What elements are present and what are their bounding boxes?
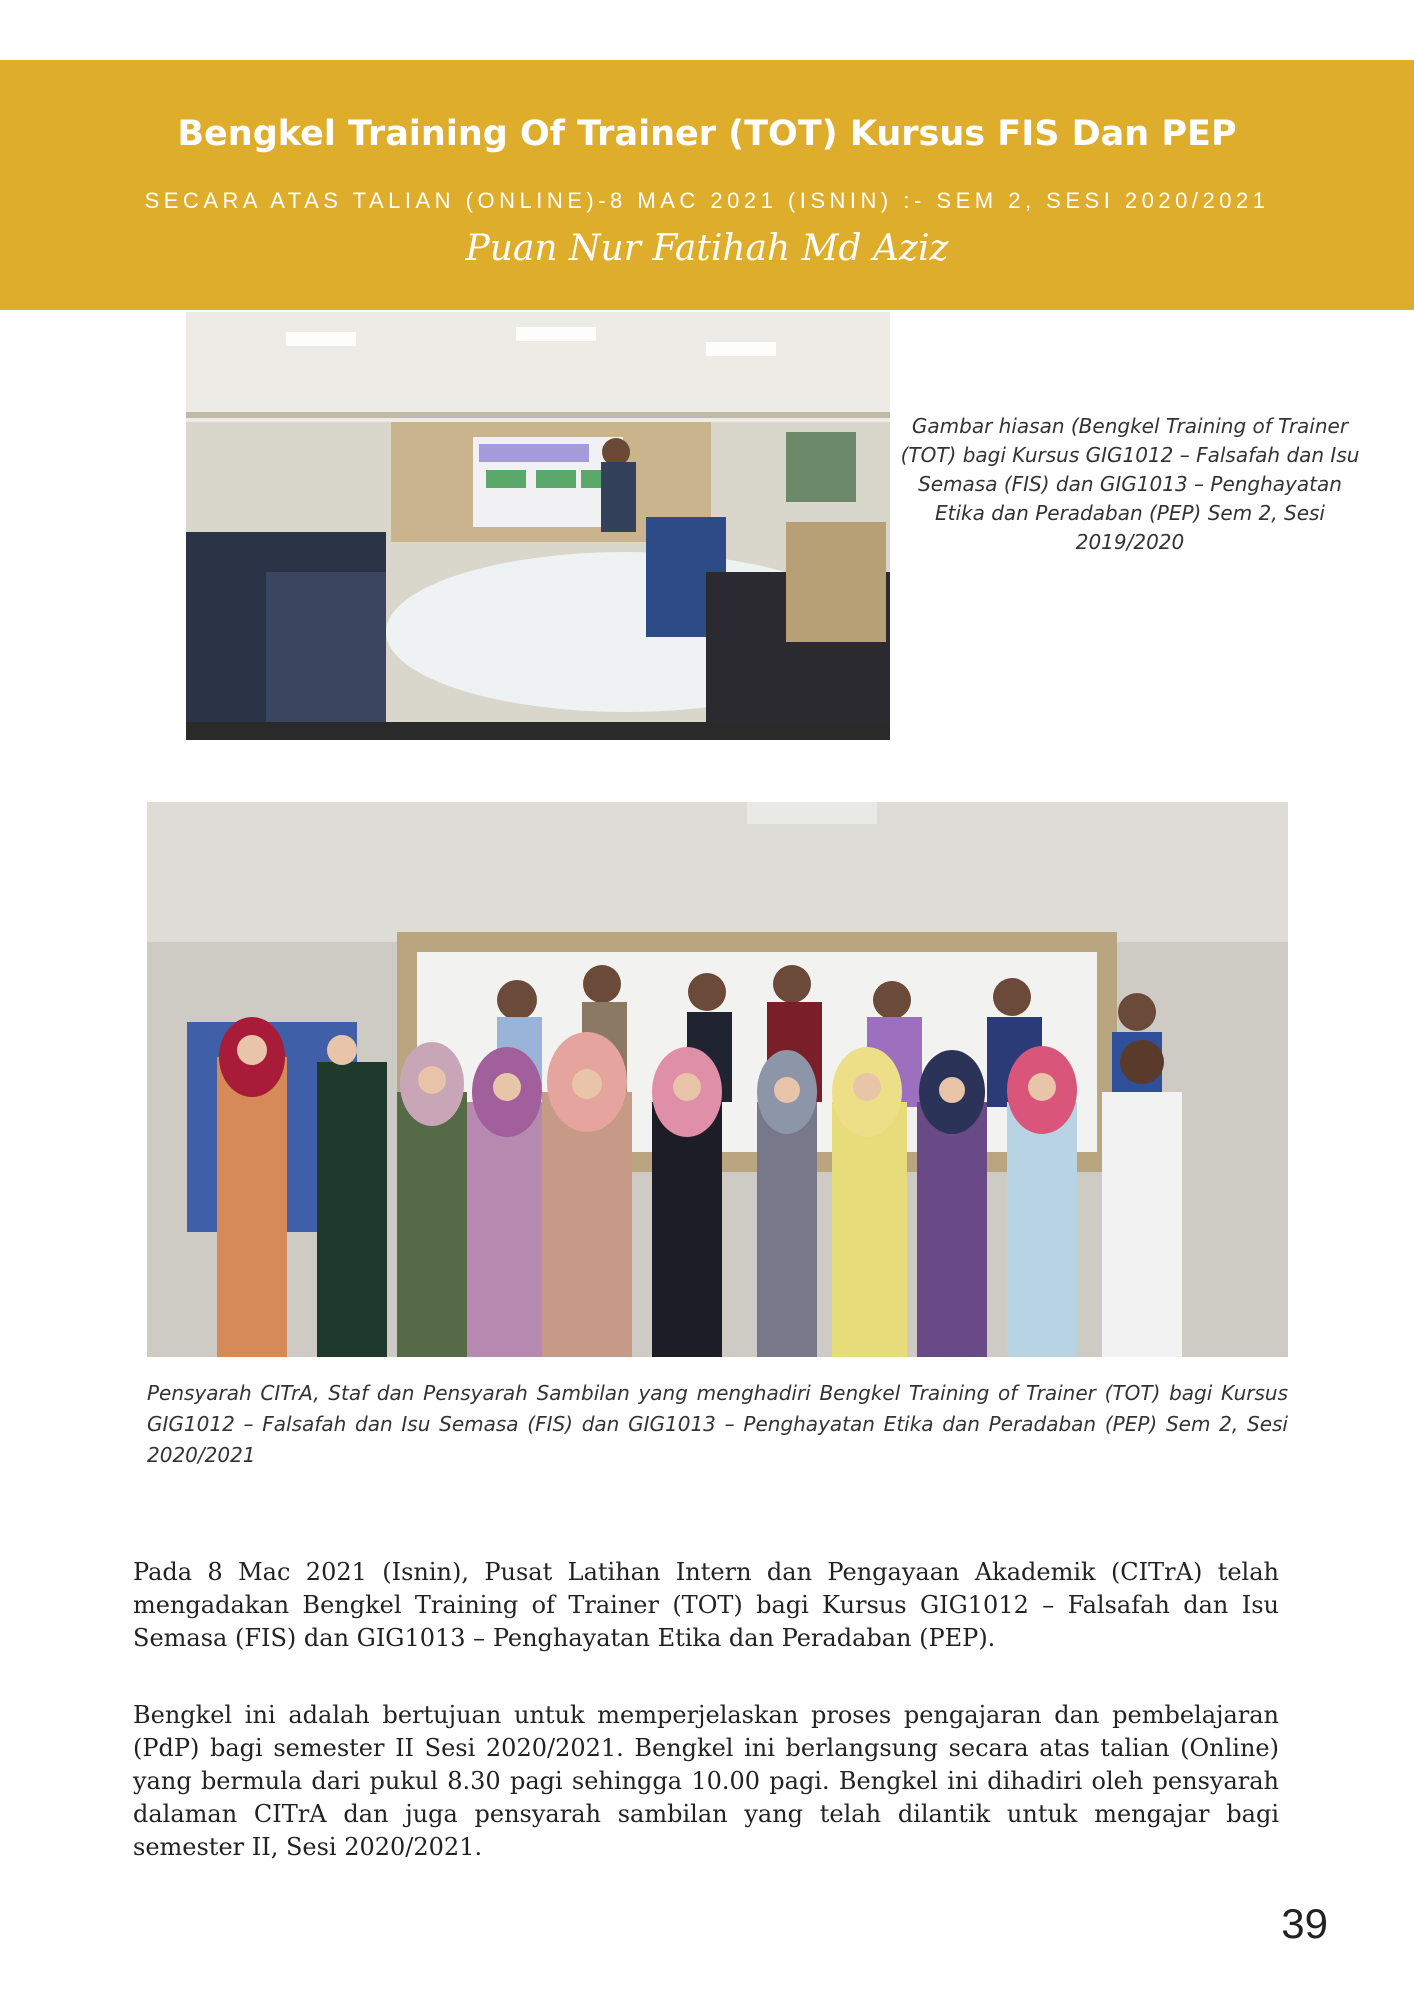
header-banner <box>0 60 1414 310</box>
body-paragraph-1: Pada 8 Mac 2021 (Isnin), Pusat Latihan Intern dan Pengayaan Akademik (CITrA) telah mengadakan Bengkel Training of Trainer (TOT) bagi Kursus GIG1012 – Falsafah dan Isu Semasa (FIS) dan GIG1013 – Penghayatan Etika dan Peradaban (PEP). <box>133 1558 1279 1652</box>
group-photo <box>147 802 1288 1357</box>
photo1-caption: Gambar hiasan (Bengkel Training of Trainer (TOT) bagi Kursus GIG1012 – Falsafah dan Isu Semasa (FIS) dan GIG1013 – Penghayatan Etika dan Peradaban (PEP) Sem 2, Sesi 2019/2020 <box>900 414 1360 554</box>
author-name: Puan Nur Fatihah Md Aziz <box>465 228 949 269</box>
body-paragraph-2: Bengkel ini adalah bertujuan untuk memperjelaskan proses pengajaran dan pembelajaran (PdP) bagi semester II Sesi 2020/2021. Bengkel ini berlangsung secara atas talian (Online) yang bermula dari pukul 8.30 pagi sehingga 10.00 pagi. Bengkel ini dihadiri oleh pensyarah dalaman CITrA dan juga pensyarah sambilan yang telah dilantik untuk mengajar bagi semester II, Sesi 2020/2021. <box>133 1701 1279 1861</box>
page-subtitle: SECARA ATAS TALIAN (ONLINE)-8 MAC 2021 (ISNIN) :- SEM 2, SESI 2020/2021 <box>144 188 1270 213</box>
page-title: Bengkel Training Of Trainer (TOT) Kursus FIS Dan PEP <box>177 114 1237 154</box>
workshop-classroom-photo <box>186 312 890 740</box>
photo2-caption: Pensyarah CITrA, Staf dan Pensyarah Sambilan yang menghadiri Bengkel Training of Trainer (TOT) bagi Kursus GIG1012 – Falsafah dan Isu Semasa (FIS) dan GIG1013 – Penghayatan Etika dan Peradaban (PEP) Sem 2, Sesi 2020/2021 <box>147 1381 1288 1467</box>
page-number: 39 <box>1281 1900 1328 1947</box>
